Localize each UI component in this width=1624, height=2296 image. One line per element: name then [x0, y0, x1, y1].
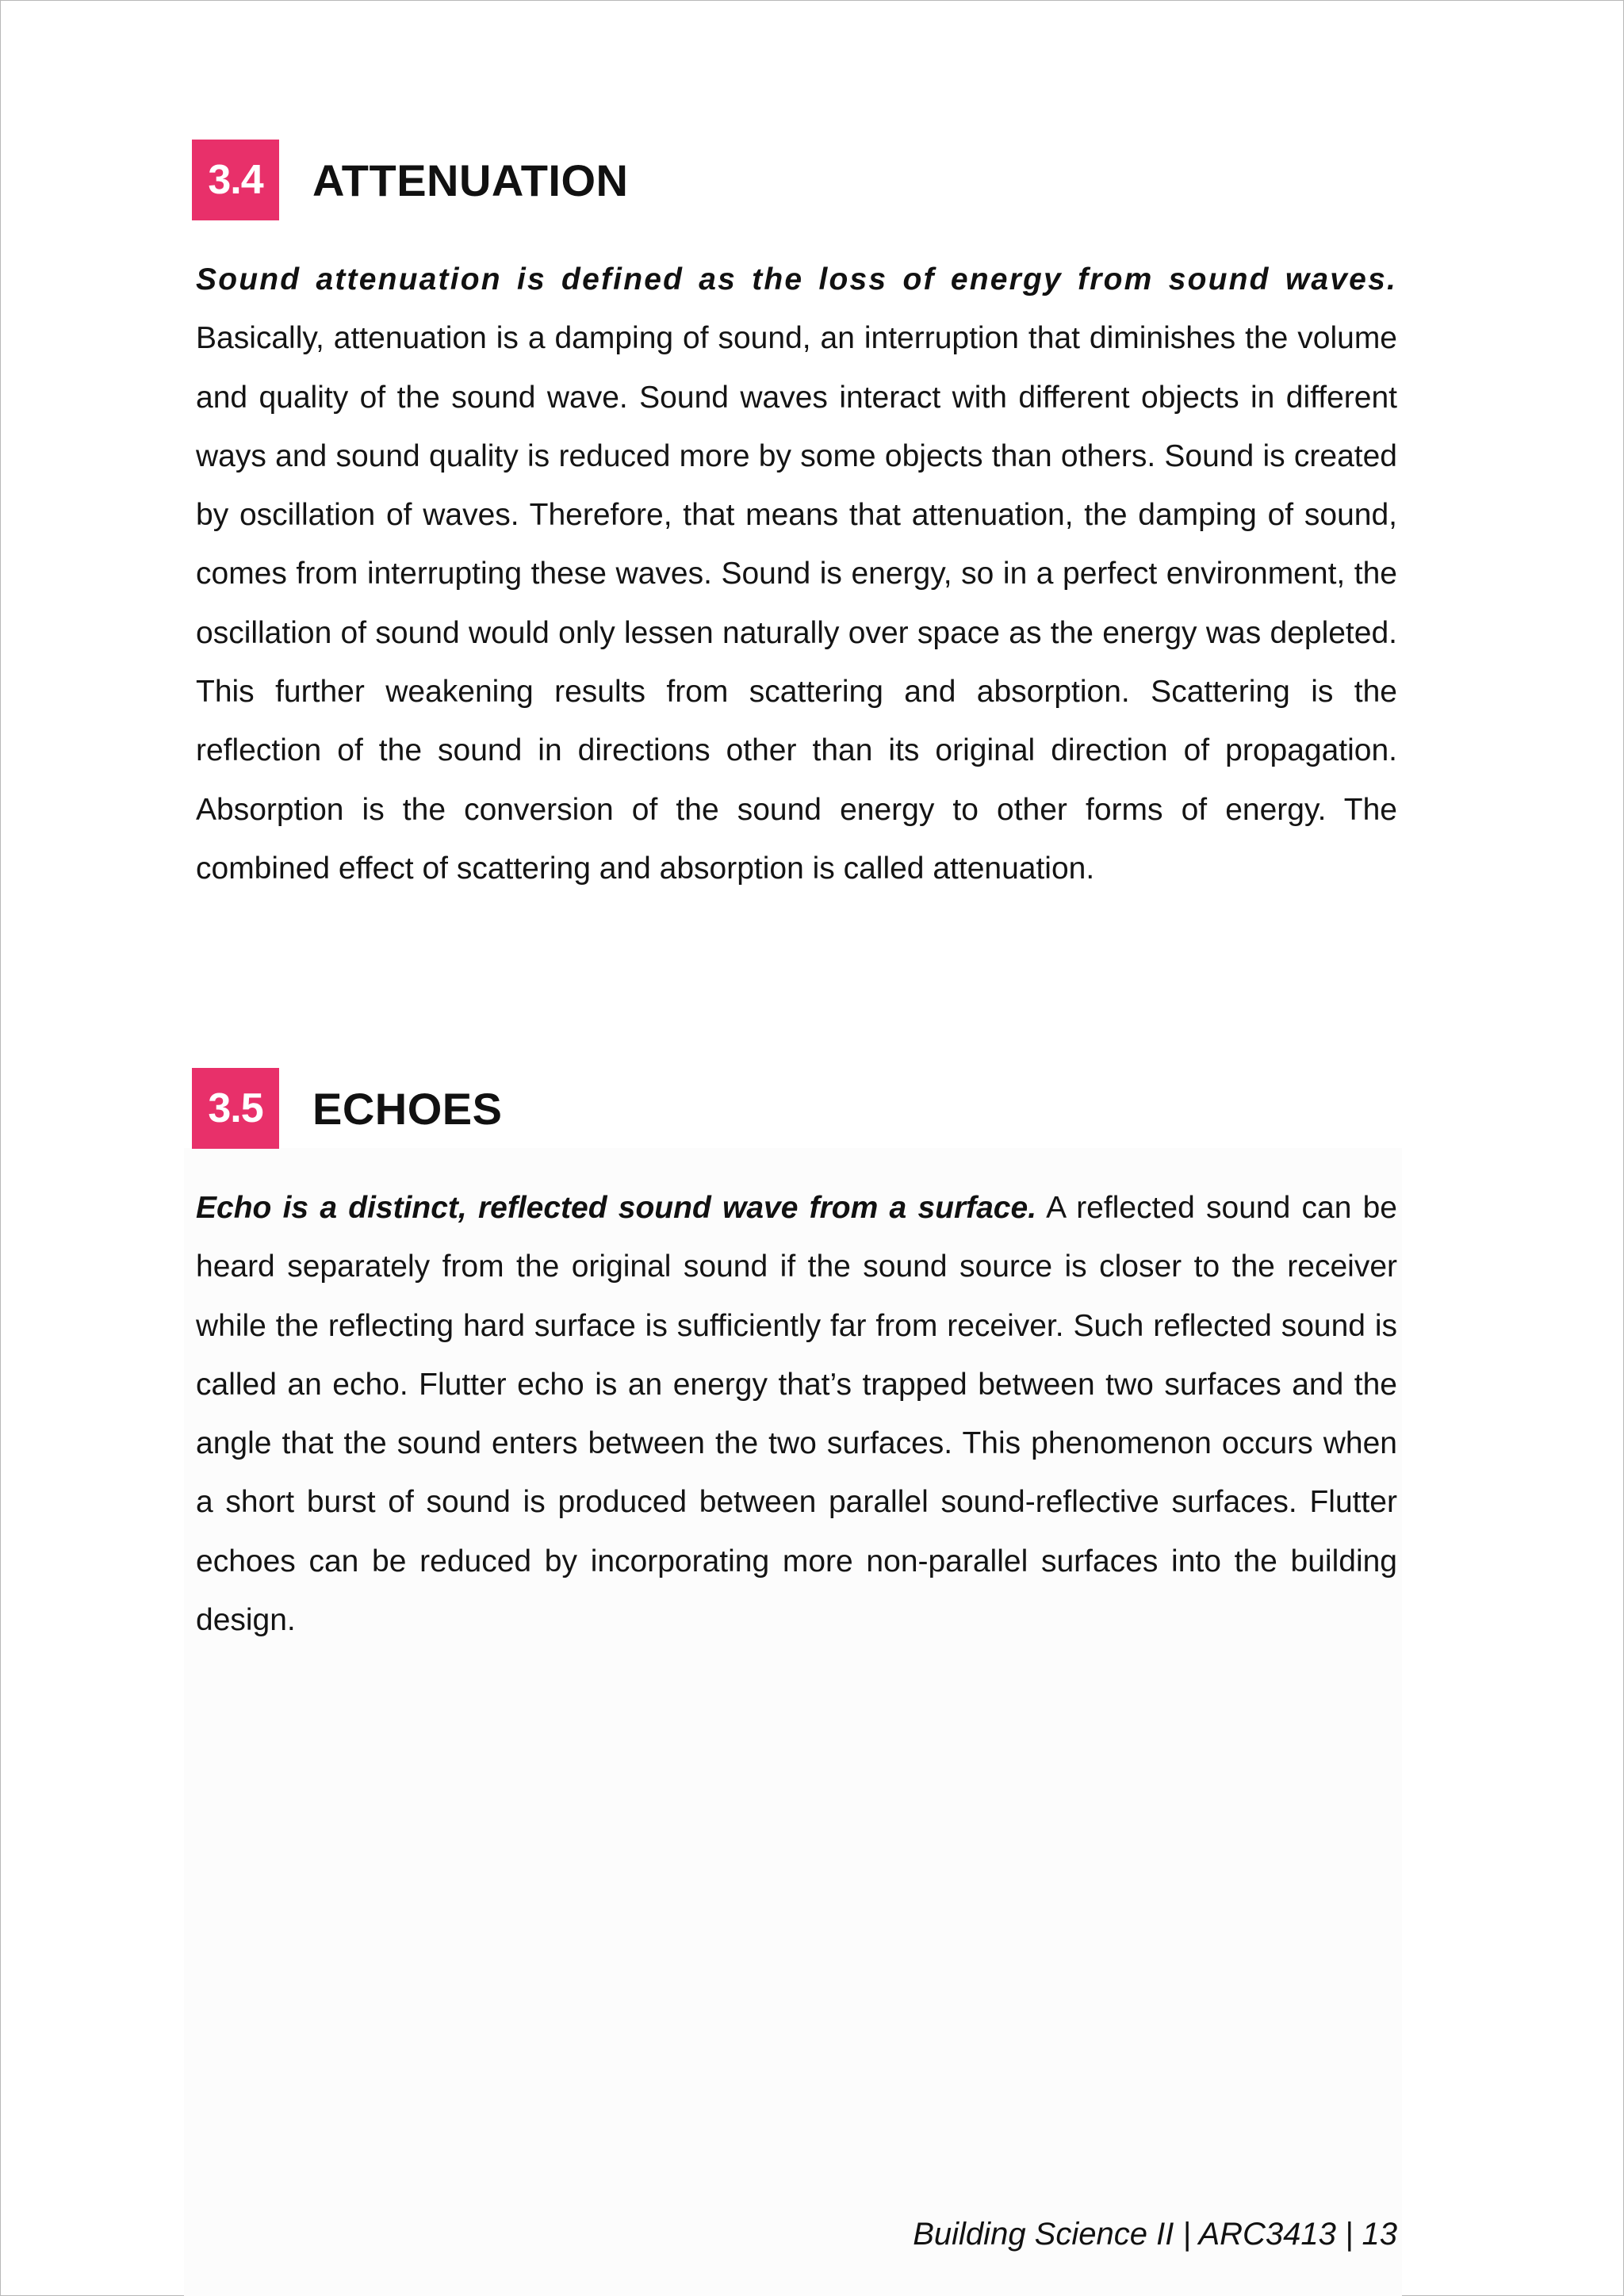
- section-echoes: [192, 1068, 1397, 1681]
- section-heading: [192, 140, 1397, 220]
- section-heading: [192, 1068, 1397, 1149]
- section-paragraph: [196, 251, 1397, 898]
- section-title: ATTENUATION: [312, 155, 629, 205]
- page-footer: Building Science II | ARC3413 | 13: [913, 2217, 1397, 2252]
- section-title: ECHOES: [312, 1083, 503, 1134]
- body-text: Basically, attenuation is a damping of sound, an interruption that diminishes the volume and quality of the sound wave. Sound waves interact with different objects in different ways and sound quality is reduced more by some objects than others. Sound is created by oscillation of waves. Therefore, that means that attenuation, the damping of sound, comes from interrupting these waves. Sound is energy, so in a perfect environment, the oscillation of sound would only lessen naturally over space as the energy was depleted. This further weakening results from scattering and absorption. Scattering is the reflection of the sound in directions other than its original direction of propagation. Absorption is the conversion of the sound energy to other forms of energy. The combined effect of scattering and absorption is called attenuation.: [196, 321, 1397, 886]
- body-text: A reflected sound can be heard separately from the original sound if the sound source is closer to the receiver while the reflecting hard surface is sufficiently far from receiver. Such reflected sound is called an echo. Flutter echo is an energy that’s trapped between two surfaces and the angle that the sound enters between the two surfaces. This phenomenon occurs when a short burst of sound is produced between parallel sound-reflective surfaces. Flutter echoes can be reduced by incorporating more non-parallel surfaces into the building design.: [196, 1191, 1397, 1638]
- lead-sentence: Echo is a distinct, reflected sound wave from a surface.: [196, 1191, 1037, 1225]
- lead-sentence: Sound attenuation is defined as the loss of energy from sound waves.: [196, 262, 1397, 297]
- section-attenuation: [192, 140, 1397, 929]
- section-paragraph: [196, 1179, 1397, 1650]
- section-number-badge: 3.4: [192, 140, 279, 220]
- section-number-badge: 3.5: [192, 1068, 279, 1149]
